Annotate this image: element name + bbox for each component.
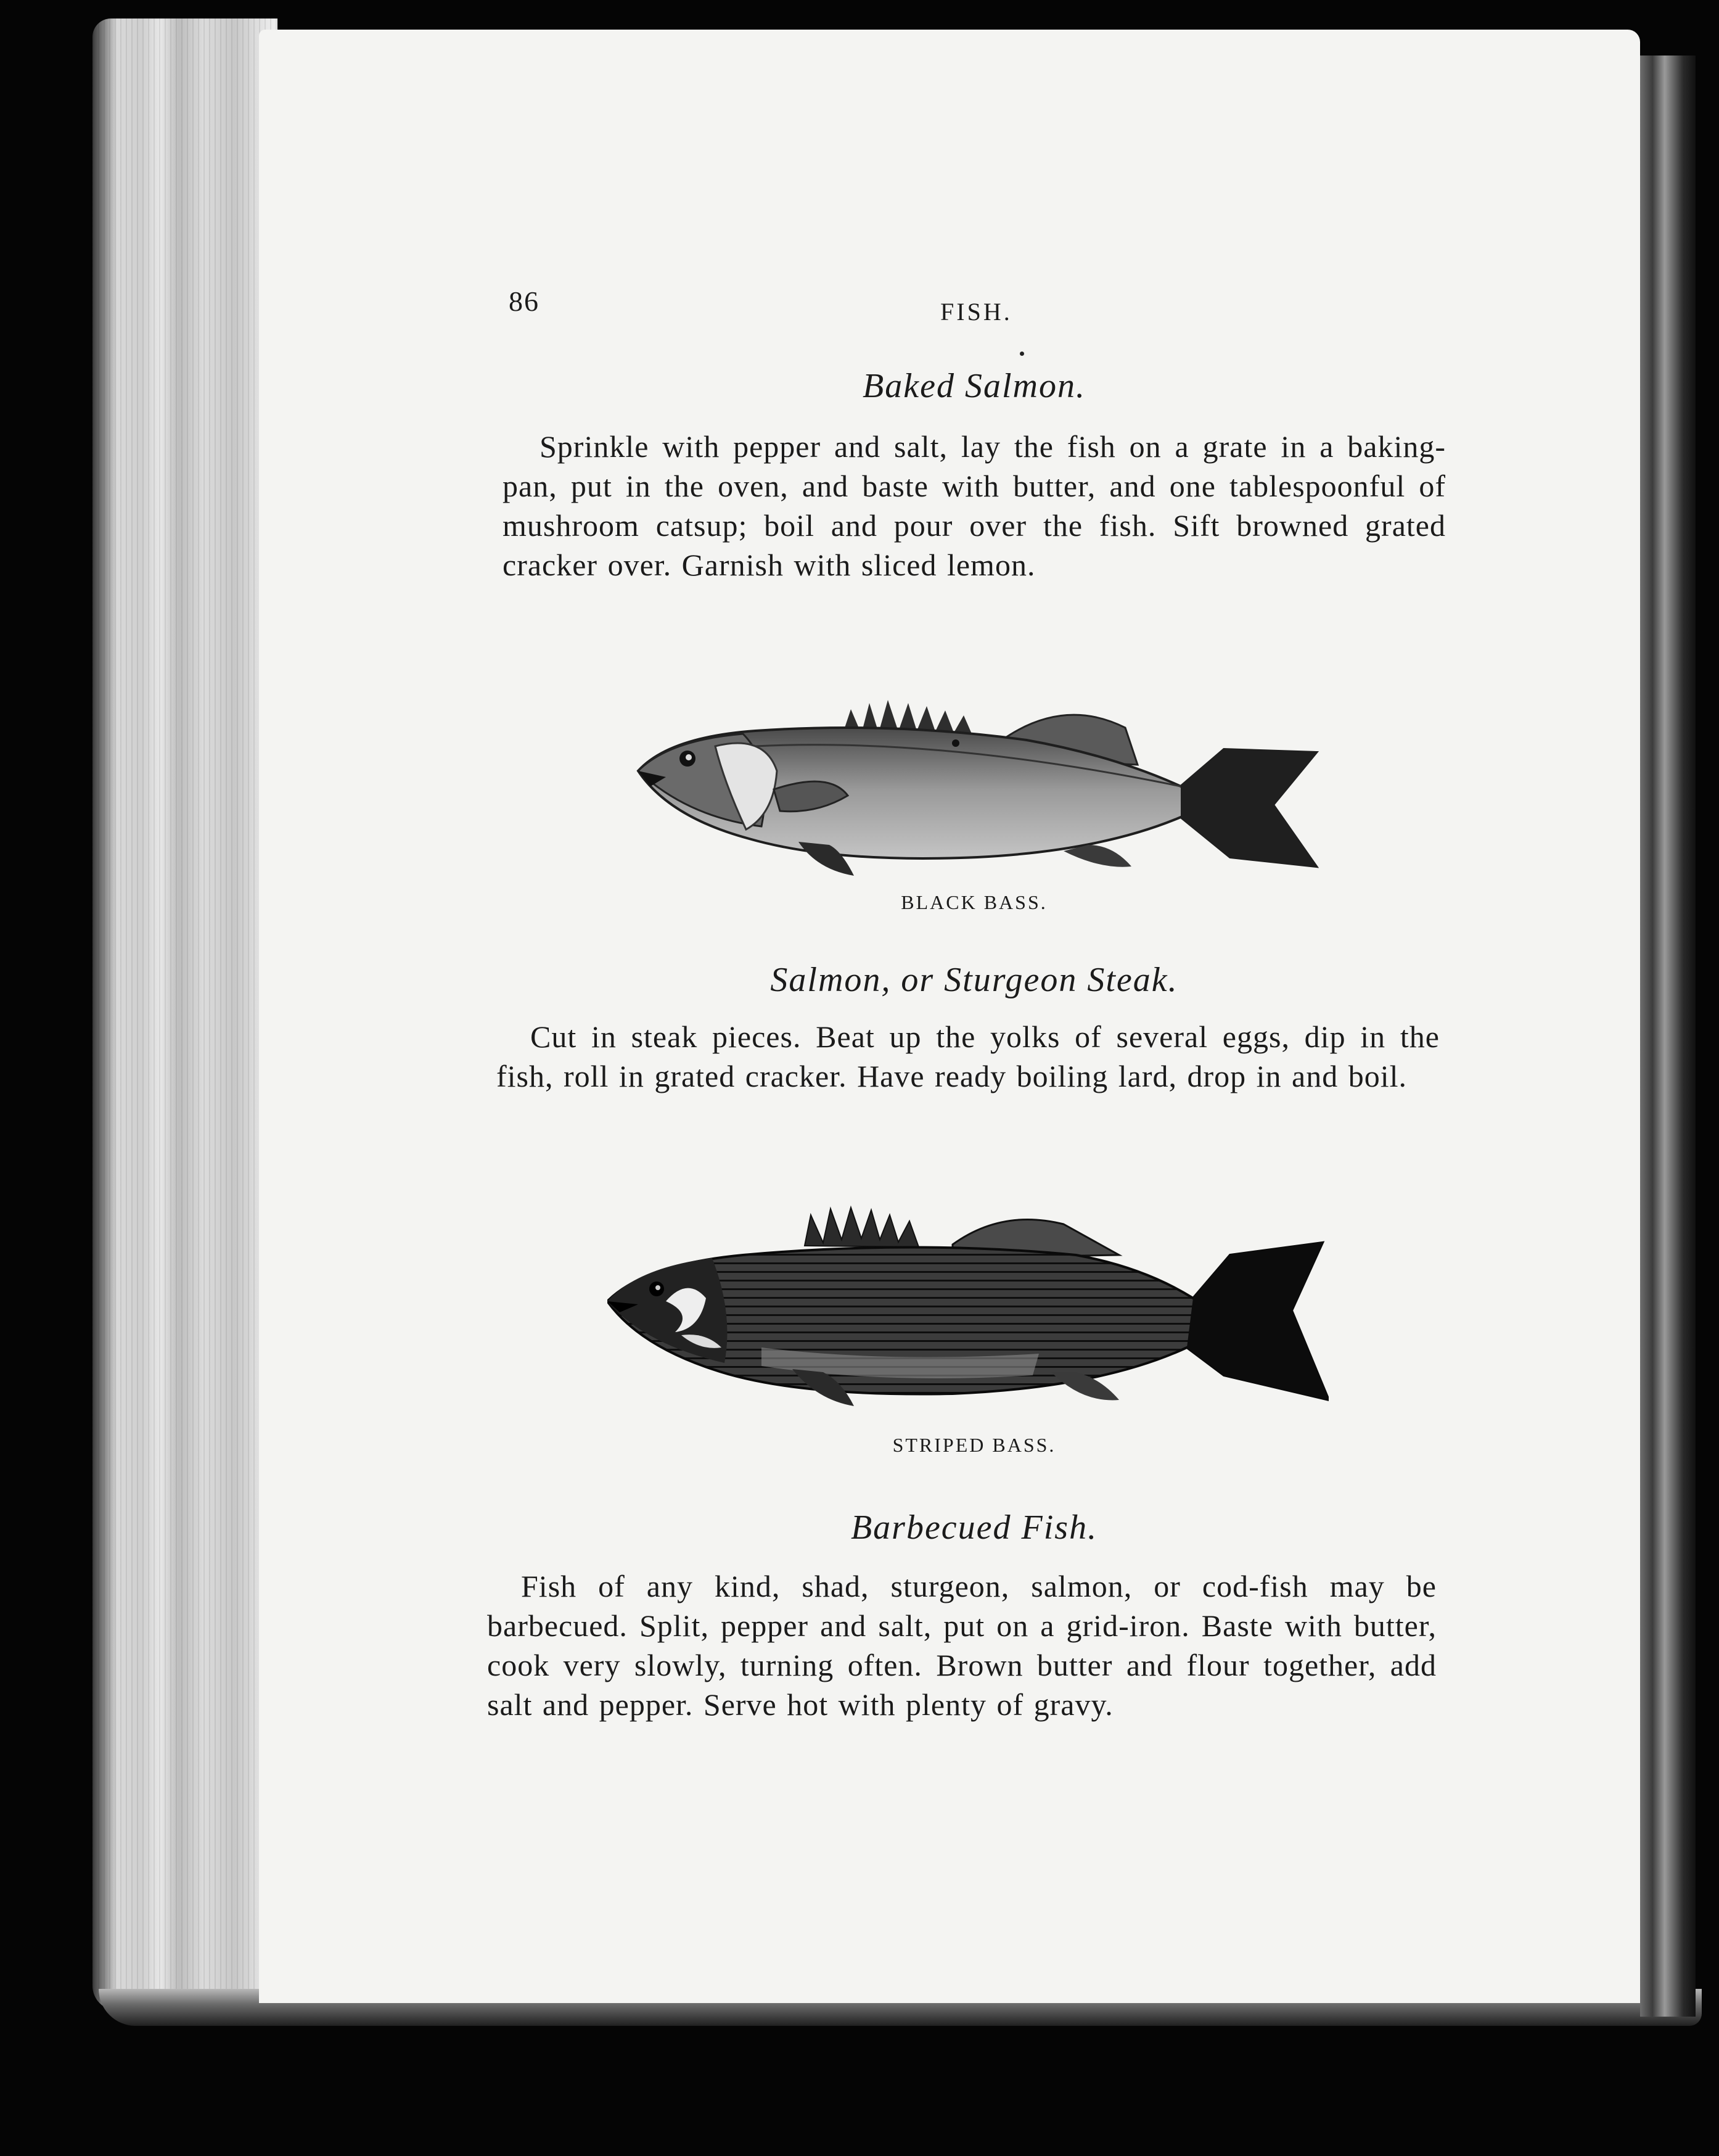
book-page-stack [92,19,277,2010]
section-title-salmon-sturgeon-steak: Salmon, or Sturgeon Steak. [770,961,1178,999]
black-bass-illustration [632,672,1323,882]
figure-caption-striped-bass: STRIPED BASS. [892,1434,1056,1456]
book-right-edge [1640,56,1696,2017]
section-text-salmon-sturgeon-steak: Cut in steak pieces. Beat up the yolks of several eggs, dip in the fish, roll in grated cracker. Have ready boiling lard, drop in and boil. [496,1019,1440,1093]
section-title-baked-salmon: Baked Salmon. [863,367,1086,405]
running-head: FISH. [940,298,1012,326]
striped-bass-illustration [607,1196,1329,1418]
page-number: 86 [509,286,539,317]
section-title-barbecued-fish: Barbecued Fish. [850,1508,1098,1547]
section-text-barbecued-fish: Fish of any kind, shad, sturgeon, salmon, or cod-fish may be barbecued. Split, pepper and salt, put on a grid-iron. Baste with butter, cook very slowly, turning often. Brown butter and flour together, add salt and pepper. Serve hot with plenty of gravy. [487,1569,1437,1722]
figure-caption-black-bass: BLACK BASS. [901,891,1048,913]
section-text-baked-salmon: Sprinkle with pepper and salt, lay the fish on a grate in a baking-pan, put in the oven, and baste with butter, and one tablespoonful of mushroom catsup; boil and pour over the fish. Sift browned grated cracker over. Garnish with sliced lemon. [503,429,1446,582]
ink-dot [1020,352,1024,356]
